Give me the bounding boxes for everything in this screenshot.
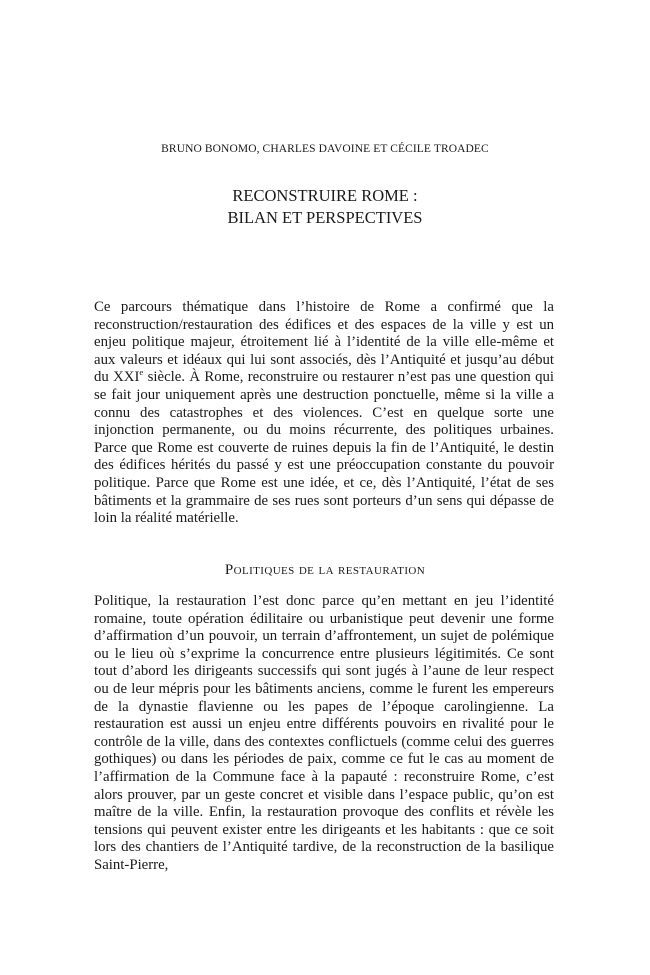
running-header-authors: BRUNO BONOMO, CHARLES DAVOINE ET CÉCILE TROADEC: [161, 143, 489, 155]
century-superscript: e: [139, 367, 144, 378]
intro-paragraph-part-2: siècle. À Rome, reconstruire ou restaurer n’est pas une question qui se fait jour uniquement après une destruction ponctuelle, même si la ville a connu des catastrophes et des violences. C’est en quelque sorte une injonction permanente, ou du moins récurrente, des politiques urbaines. Parce que Rome est couverte de ruines depuis la fin de l’Antiquité, le destin des édifices hérités du passé y est une préoccupation constante du pouvoir politique. Parce que Rome est une idée, et ce, dès l’Antiquité, l’état de ses bâtiments et la grammaire de ses rues sont porteurs d’un sens qui dépasse de loin la réalité matérielle.: [94, 369, 554, 527]
section-heading: Politiques de la restauration: [224, 562, 426, 578]
intro-paragraph-part-1: Ce parcours thématique dans l’histoire de Rome a confirmé que la reconstruction/restauration des édifices et des espaces de la ville y est un enjeu politique majeur, étroitement lié à l’identité de la ville elle-même et aux valeurs et idéaux qui lui sont associés, dès l’Antiquité et jusqu’au début du XXI: [94, 299, 554, 386]
chapter-title: [0, 185, 650, 229]
chapter-title-line-1: RECONSTRUIRE ROME :: [232, 186, 418, 205]
section-paragraph: Politique, la restauration l’est donc parce qu’en mettant en jeu l’identité romaine, toute opération édilitaire ou urbanistique peut devenir une forme d’affirmation d’un pouvoir, un terrain d’affrontement, un sujet de polémique ou le lieu où s’exprime la concurrence entre plusieurs légitimités. Ce sont tout d’abord les dirigeants successifs qui sont jugés à l’aune de leur respect ou de leur mépris pour les bâtiments anciens, comme le furent les empereurs de la dynastie flavienne ou les papes de l’époque carolingienne. La restauration est aussi un enjeu entre différents pouvoirs en rivalité pour le contrôle de la ville, dans des contextes conflictuels (comme celui des guerres gothiques) ou dans les périodes de paix, comme ce fut le cas au moment de l’affirmation de la Commune face à la papauté : reconstruire Rome, c’est alors prouver, par un geste concret et visible dans l’espace public, qu’on est maître de la ville. Enfin, la restauration provoque des conflits et révèle les tensions qui peuvent exister entre les dirigeants et les habitants : que ce soit lors des chantiers de l’Antiquité tardive, de la reconstruction de la basilique Saint-Pierre,: [94, 593, 554, 873]
intro-paragraph: [94, 299, 554, 528]
chapter-title-line-2: BILAN ET PERSPECTIVES: [227, 208, 423, 227]
